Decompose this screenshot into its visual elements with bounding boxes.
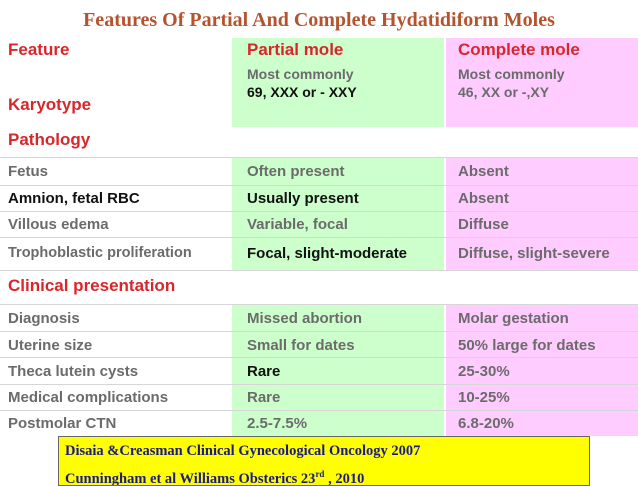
table-row-feature: Postmolar CTN [8, 415, 117, 432]
table-row-feature: Uterine size [8, 337, 93, 354]
row-divider [0, 410, 638, 411]
karyotype-partial-line1: Most commonly [247, 66, 354, 82]
reference-superscript: rd [315, 469, 325, 479]
karyotype-partial-line2: 69, XXX or - XXY [247, 84, 357, 100]
table-row-partial: Usually present [247, 190, 359, 207]
reference-line-1: Disaia &Creasman Clinical Gynecological Oncology 2007 [65, 443, 421, 459]
table-row-partial: Small for dates [247, 337, 355, 354]
table-row-partial: 2.5-7.5% [247, 415, 308, 432]
table-row-partial: Focal, slight-moderate [247, 245, 408, 262]
table-row-complete: 10-25% [458, 389, 510, 406]
karyotype-complete-line1: Most commonly [458, 66, 565, 82]
table-row-complete: Absent [458, 190, 509, 207]
reference-line-2-text: Cunningham et al Williams Obsterics 23 [65, 470, 316, 486]
table-row-feature: Fetus [8, 163, 49, 180]
table-row-feature: Villous edema [8, 216, 109, 233]
reference-line-2 [65, 463, 583, 486]
row-divider [0, 357, 638, 358]
table-row-feature: Diagnosis [8, 310, 80, 327]
partial-mole-header: Partial mole [247, 40, 344, 59]
clinical-presentation-heading: Clinical presentation [8, 276, 176, 295]
table-row-partial: Rare [247, 363, 281, 380]
row-divider [0, 270, 638, 271]
table-row-feature: Theca lutein cysts [8, 363, 139, 380]
row-divider [0, 157, 638, 158]
table-row-complete: Molar gestation [458, 310, 569, 327]
table-row-partial: Variable, focal [247, 216, 348, 233]
reference-line-2-year: , 2010 [324, 470, 365, 486]
table-row-partial: Rare [247, 389, 281, 406]
table-row-feature: Trophoblastic proliferation [8, 245, 192, 261]
row-divider [0, 237, 638, 238]
table-row-feature: Medical complications [8, 389, 169, 406]
row-divider [0, 331, 638, 332]
table-row-complete: 25-30% [458, 363, 510, 380]
karyotype-complete-line2: 46, XX or -,XY [458, 84, 550, 100]
table-row-complete: Diffuse [458, 216, 509, 233]
row-divider [0, 304, 638, 305]
table-row-partial: Often present [247, 163, 345, 180]
table-row-complete: Diffuse, slight-severe [458, 245, 610, 262]
slide-title: Features Of Partial And Complete Hydatidiform Moles [83, 9, 555, 31]
table-row-complete: 6.8-20% [458, 415, 514, 432]
feature-header: Feature [8, 40, 70, 59]
table-row-complete: Absent [458, 163, 509, 180]
table-row-partial: Missed abortion [247, 310, 363, 327]
row-divider [0, 185, 638, 186]
pathology-heading: Pathology [8, 130, 91, 149]
table-row-complete: 50% large for dates [458, 337, 596, 354]
row-divider [0, 211, 638, 212]
complete-mole-header: Complete mole [458, 40, 580, 59]
row-divider [0, 384, 638, 385]
karyotype-label: Karyotype [8, 95, 92, 114]
table-row-feature: Amnion, fetal RBC [8, 190, 140, 207]
